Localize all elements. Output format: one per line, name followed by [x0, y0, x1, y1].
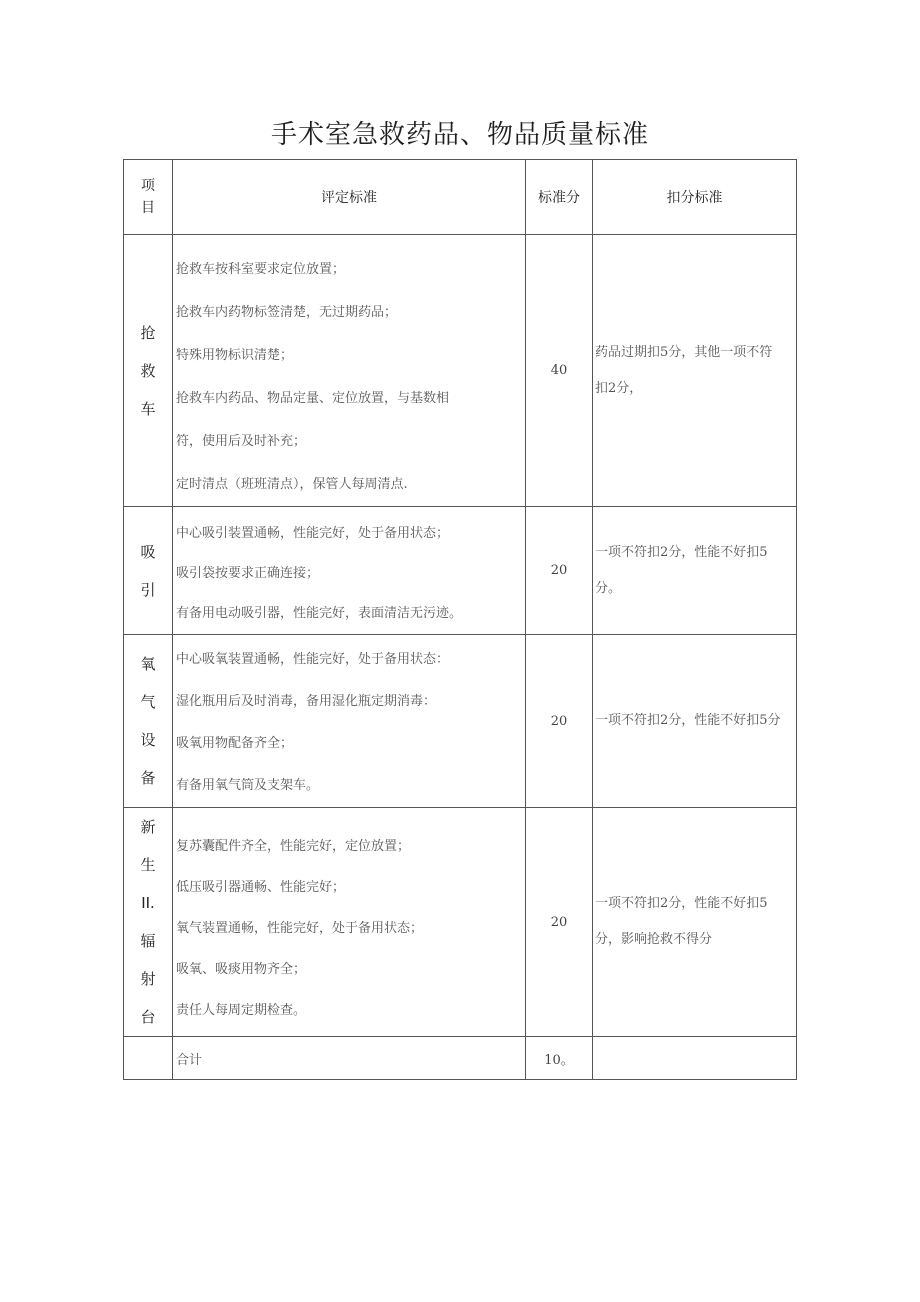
- score-cell: 40: [526, 235, 593, 507]
- header-criteria: 评定标准: [173, 160, 526, 235]
- item-cell: 抢救车: [124, 235, 173, 507]
- page-title: 手术室急救药品、物品质量标准: [270, 120, 649, 150]
- table-row: [124, 808, 797, 1037]
- item-cell: 新生 II.辐射台: [124, 808, 173, 1037]
- table-row: [124, 635, 797, 808]
- criteria-line: 符，使用后及时补充；: [176, 434, 307, 449]
- criteria-line: 特殊用物标识清楚；: [176, 348, 294, 363]
- deduction-cell: 一项不符扣2分，性能不好扣5分: [593, 635, 797, 808]
- item-cell: 吸引: [124, 507, 173, 635]
- criteria-line: 抢救车内药品、物品定量、定位放置，与基数相: [176, 391, 450, 406]
- table-row: [124, 507, 797, 635]
- criteria-line: 低压吸引器通畅、性能完好；: [176, 879, 346, 895]
- criteria-line: 复苏囊配件齐全，性能完好，定位放置；: [176, 838, 411, 854]
- criteria-line: 中心吸氧装置通畅，性能完好，处于备用状态：: [176, 652, 450, 667]
- criteria-line: 有备用电动吸引器，性能完好，表面清洁无污迹。: [176, 606, 463, 621]
- criteria-line: 吸氧、吸痰用物齐全；: [176, 961, 307, 977]
- criteria-line: 定时清点（班班清点），保管人每周清点.: [176, 477, 408, 492]
- total-item-cell: [124, 1037, 173, 1080]
- criteria-line: 吸引袋按要求正确连接；: [176, 566, 320, 581]
- criteria-line: 中心吸引装置通畅，性能完好，处于备用状态；: [176, 526, 450, 541]
- deduction-cell: 药品过期扣5分，其他一项不符扣2分，: [593, 235, 797, 507]
- header-row: [124, 160, 797, 235]
- score-cell: 20: [526, 808, 593, 1037]
- criteria-line: 抢救车内药物标签清楚，无过期药品；: [176, 305, 398, 320]
- criteria-line: 湿化瓶用后及时消毒，备用湿化瓶定期消毒：: [176, 694, 437, 709]
- criteria-cell: [173, 808, 526, 1037]
- score-cell: 20: [526, 635, 593, 808]
- total-row: [124, 1037, 797, 1080]
- table-row: [124, 235, 797, 507]
- header-item: 项目: [124, 160, 173, 235]
- score-cell: 20: [526, 507, 593, 635]
- total-deduction-cell: [593, 1037, 797, 1080]
- criteria-cell: [173, 507, 526, 635]
- quality-standard-table: [123, 159, 797, 1080]
- header-score: 标准分: [526, 160, 593, 235]
- deduction-cell: 一项不符扣2分，性能不好扣5分，影响抢救不得分: [593, 808, 797, 1037]
- total-score: 10。: [526, 1037, 593, 1080]
- criteria-cell: [173, 235, 526, 507]
- criteria-line: 氧气装置通畅，性能完好，处于备用状态；: [176, 920, 424, 936]
- criteria-line: 责任人每周定期检查。: [176, 1002, 307, 1018]
- header-deduction: 扣分标准: [593, 160, 797, 235]
- criteria-cell: [173, 635, 526, 808]
- deduction-cell: 一项不符扣2分，性能不好扣5分。: [593, 507, 797, 635]
- criteria-line: 抢救车按科室要求定位放置；: [176, 262, 346, 277]
- criteria-line: 吸氧用物配备齐全；: [176, 736, 294, 751]
- item-cell: 氧气设备: [124, 635, 173, 808]
- total-label: 合计: [173, 1037, 526, 1080]
- criteria-line: 有备用氧气筒及支架车。: [176, 778, 320, 793]
